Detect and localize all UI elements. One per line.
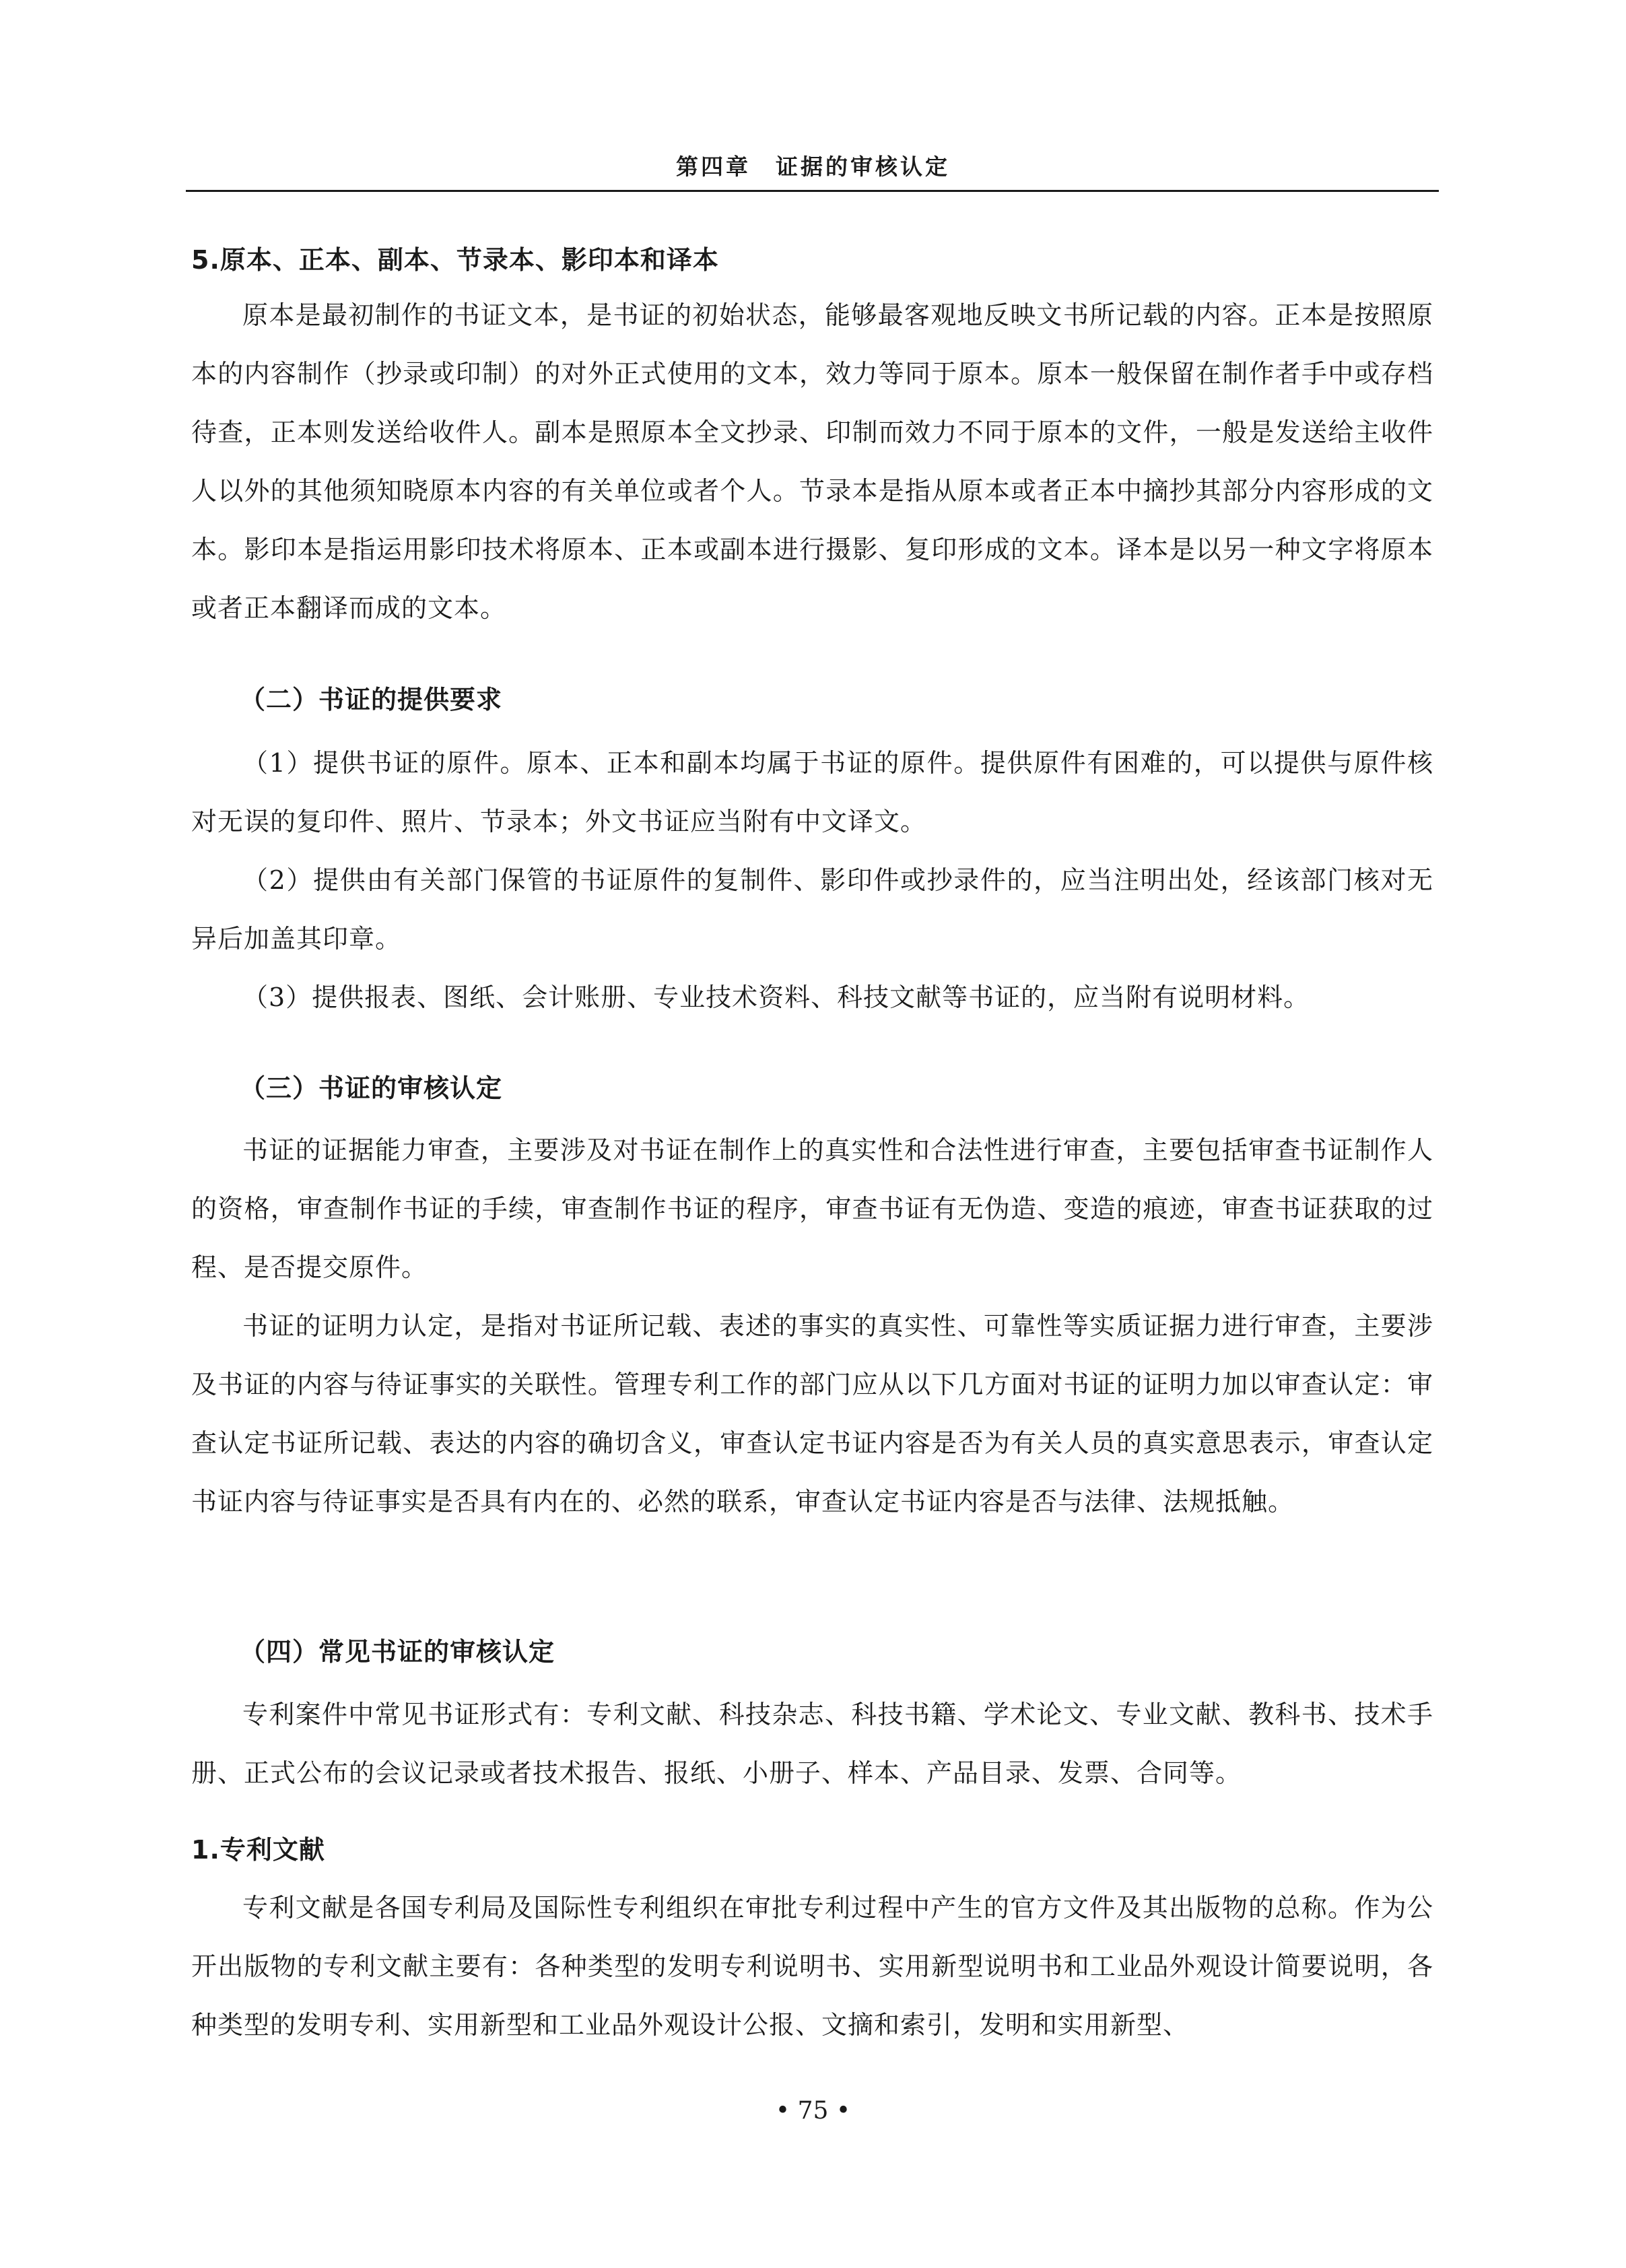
running-header: 第四章 证据的审核认定 xyxy=(676,154,950,180)
page-number: • 75 • xyxy=(775,2097,851,2125)
section-heading-provision-requirements: （二）书证的提供要求 xyxy=(240,685,503,714)
paragraph-originals-definition: 原本是最初制作的书证文本，是书证的初始状态，能够最客观地反映文书所记载的内容。正本是按照原本的内容制作（抄录或印制）的对外正式使用的文本，效力等同于原本。原本一般保留在制作者手中或存档待查，正本则发送给收件人。副本是照原本全文抄录、印制而效力不同于原本的文件，一般是发送给主收件人以外的其他须知晓原本内容的有关单位或者个人。节录本是指从原本或者正本中摘抄其部分内容形成的文本。影印本是指运用影印技术将原本、正本或副本进行摄影、复印形成的文本。译本是以另一种文字将原本或者正本翻译而成的文本。 xyxy=(191,300,1433,623)
section-heading-review-determination: （三）书证的审核认定 xyxy=(240,1073,503,1103)
paragraph-requirement-2: （2）提供由有关部门保管的书证原件的复制件、影印件或抄录件的，应当注明出处，经该部门核对无异后加盖其印章。 xyxy=(191,865,1433,954)
header-rule xyxy=(186,190,1439,192)
section-heading-patent-literature: 1.专利文献 xyxy=(191,1835,325,1865)
paragraph-evidence-capacity: 书证的证据能力审查，主要涉及对书证在制作上的真实性和合法性进行审查，主要包括审查书证制作人的资格，审查制作书证的手续，审查制作书证的程序，审查书证有无伪造、变造的痕迹，审查书证获取的过程、是否提交原件。 xyxy=(191,1135,1433,1282)
paragraph-patent-literature: 专利文献是各国专利局及国际性专利组织在审批专利过程中产生的官方文件及其出版物的总称。作为公开出版物的专利文献主要有：各种类型的发明专利说明书、实用新型说明书和工业品外观设计简要说明，各种类型的发明专利、实用新型和工业品外观设计公报、文摘和索引，发明和实用新型、 xyxy=(191,1893,1433,2040)
section-heading-common-documents: （四）常见书证的审核认定 xyxy=(240,1637,555,1667)
paragraph-requirement-3: （3）提供报表、图纸、会计账册、专业技术资料、科技文献等书证的，应当附有说明材料。 xyxy=(242,982,1310,1012)
paragraph-requirement-1: （1）提供书证的原件。原本、正本和副本均属于书证的原件。提供原件有困难的，可以提供与原件核对无误的复印件、照片、节录本；外文书证应当附有中文译文。 xyxy=(191,748,1433,836)
paragraph-probative-force: 书证的证明力认定，是指对书证所记载、表述的事实的真实性、可靠性等实质证据力进行审查，主要涉及书证的内容与待证事实的关联性。管理专利工作的部门应从以下几方面对书证的证明力加以审查认定：审查认定书证所记载、表达的内容的确切含义，审查认定书证内容是否为有关人员的真实意思表示，审查认定书证内容与待证事实是否具有内在的、必然的联系，审查认定书证内容是否与法律、法规抵触。 xyxy=(191,1311,1433,1516)
paragraph-common-document-forms: 专利案件中常见书证形式有：专利文献、科技杂志、科技书籍、学术论文、专业文献、教科书、技术手册、正式公布的会议记录或者技术报告、报纸、小册子、样本、产品目录、发票、合同等。 xyxy=(191,1700,1433,1788)
section-heading-originals: 5.原本、正本、副本、节录本、影印本和译本 xyxy=(191,245,719,275)
